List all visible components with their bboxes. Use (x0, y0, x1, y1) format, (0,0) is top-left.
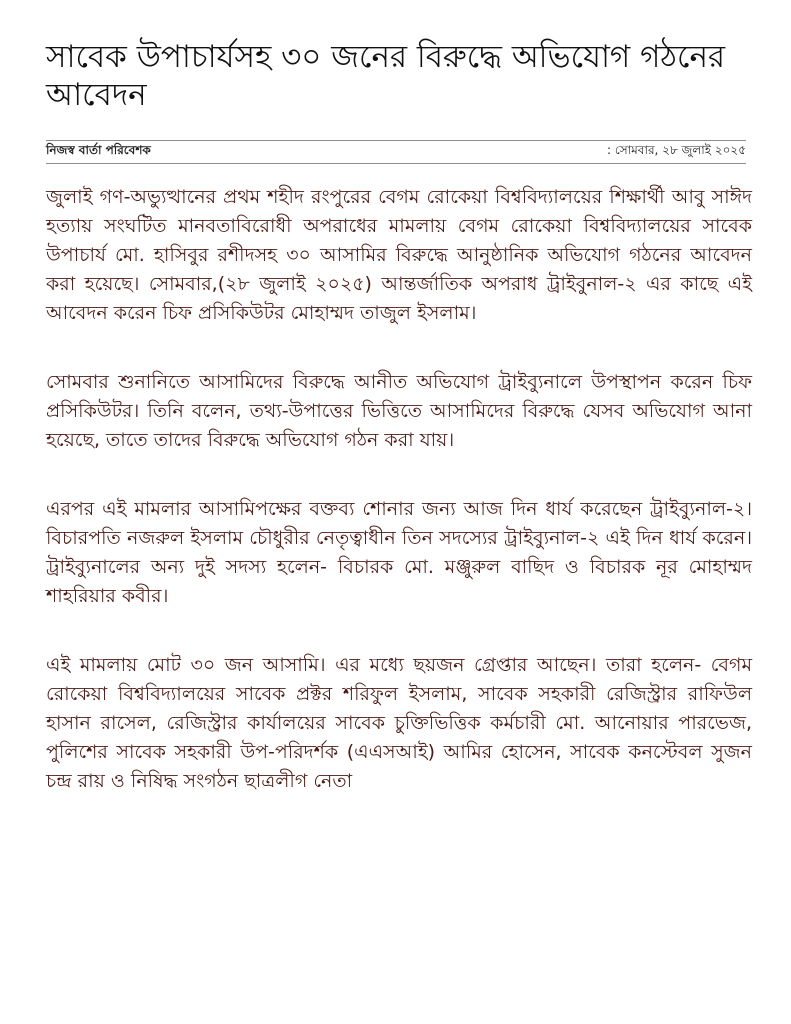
reporter-credit: নিজস্ব বার্তা পরিবেশক (46, 143, 151, 157)
publish-date: : সোমবার, ২৮ জুলাই ২০২৫ (607, 143, 746, 157)
article-paragraph-3: এরপর এই মামলার আসামিপক্ষের বক্তব্য শোনার জন্য আজ দিন ধার্য করেছেন ট্রাইব্যুনাল-২। বিচারপতি নজরুল ইসলাম চৌধুরীর নেতৃত্বাধীন তিন সদস্যের ট্রাইব্যুনাল-২ এই দিন ধার্য করেন। ট্রাইব্যুনালের অন্য দুই সদস্য হলেন- বিচারক মো. মঞ্জুরুল বাছিদ ও বিচারক নূর মোহাম্মদ শাহরিয়ার কবীর। (46, 498, 752, 607)
article-paragraph-1: জুলাই গণ-অভ্যুত্থানের প্রথম শহীদ রংপুরের বেগম রোকেয়া বিশ্ববিদ্যালয়ের শিক্ষার্থী আবু সাঈদ হত্যায় সংঘটিত মানবতাবিরোধী অপরাধের মামলায় বেগম রোকেয়া বিশ্ববিদ্যালয়ের সাবেক উপাচার্য মো. হাসিবুর রশীদসহ ৩০ আসামির বিরুদ্ধে আনুষ্ঠানিক অভিযোগ গঠনের আবেদন করা হয়েছে। সোমবার,(২৮ জুলাই ২০২৫) আন্তর্জাতিক অপরাধ ট্রাইবুনাল-২ এর কাছে এই আবেদন করেন চিফ প্রসিকিউটর মোহাম্মদ তাজুল ইসলাম। (46, 186, 752, 324)
article-paragraph-2: সোমবার শুনানিতে আসামিদের বিরুদ্ধে আনীত অভিযোগ ট্রাইব্যুনালে উপস্থাপন করেন চিফ প্রসিকিউটর। তিনি বলেন, তথ্য-উপাত্তের ভিত্তিতে আসামিদের বিরুদ্ধে যেসব অভিযোগ আনা হয়েছে, তাতে তাদের বিরুদ্ধে অভিযোগ গঠন করা যায়। (46, 371, 752, 451)
article-body (46, 183, 752, 836)
headline: সাবেক উপাচার্যসহ ৩০ জনের বিরুদ্ধে অভিযোগ গঠনের আবেদন (46, 39, 726, 113)
byline-bar (46, 140, 746, 164)
article-paragraph-4: এই মামলায় মোট ৩০ জন আসামি। এর মধ্যে ছয়জন গ্রেপ্তার আছেন। তারা হলেন- বেগম রোকেয়া বিশ্ববিদ্যালয়ের সাবেক প্রক্টর শরিফুল ইসলাম, সাবেক সহকারী রেজিস্ট্রার রাফিউল হাসান রাসেল, রেজিস্ট্রার কার্যালয়ের সাবেক চুক্তিভিত্তিক কর্মচারী মো. আনোয়ার পারভেজ, পুলিশের সাবেক সহকারী উপ-পরিদর্শক (এএসআই) আমির হোসেন, সাবেক কনস্টেবল সুজন চন্দ্র রায় ও নিষিদ্ধ সংগঠন ছাত্রলীগ নেতা (46, 654, 752, 792)
